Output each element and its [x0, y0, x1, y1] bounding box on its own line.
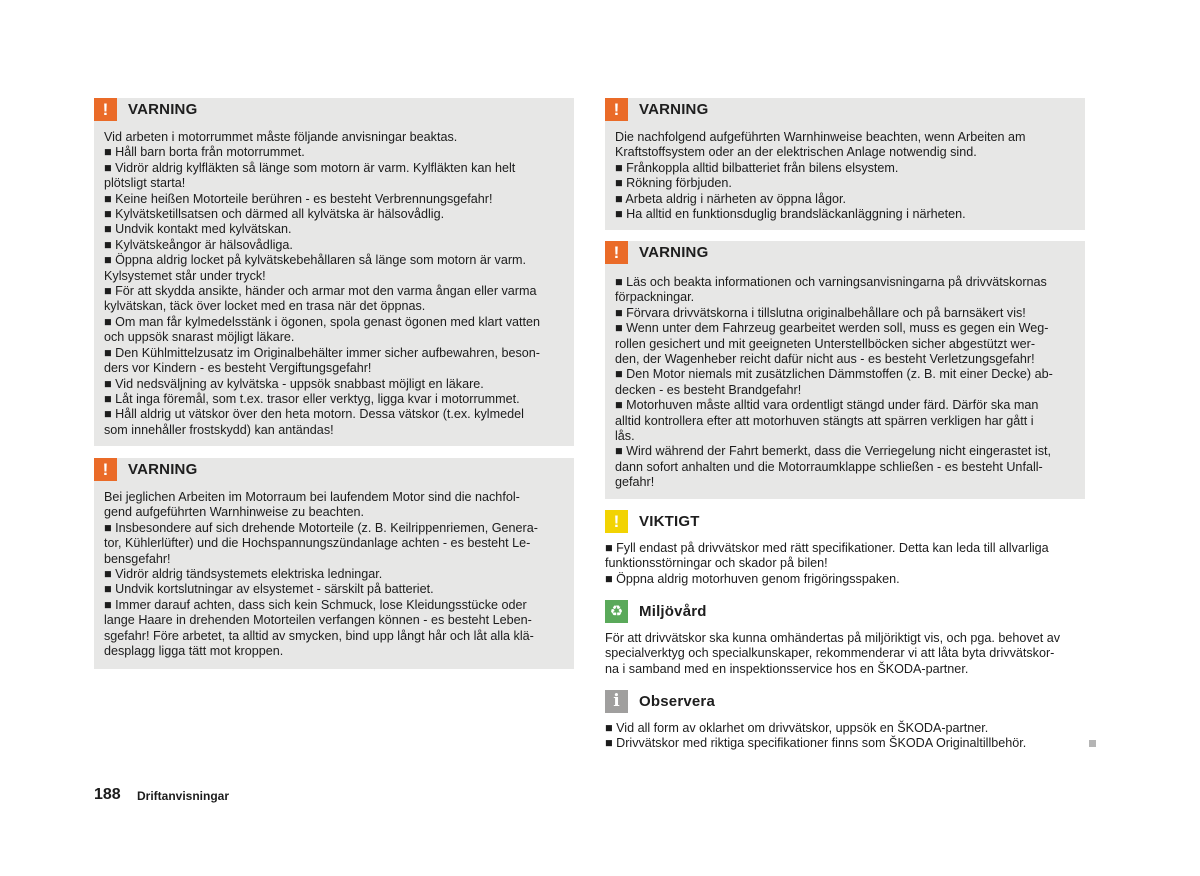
warning-line: rollen gesichert und mit geeigneten Unterstellböcken sicher abgestützt wer-: [615, 336, 1036, 351]
warning-line: som innehåller frostskydd) kan antändas!: [104, 422, 334, 437]
warning-line: ■ Arbeta aldrig i närheten av öppna lågor.: [615, 191, 846, 206]
warning-line: ■ Undvik kontakt med kylvätskan.: [104, 222, 292, 237]
important-line: funktionsstörningar och skador på bilen!: [605, 556, 828, 571]
warning-line: gefahr!: [615, 475, 655, 490]
warning-line: lange Haare in drehenden Motorteilen verfangen können - es besteht Leben-: [104, 613, 532, 628]
warning-line: ■ Motorhuven måste alltid vara ordentligt stängd under färd. Därför ska man: [615, 398, 1039, 413]
important-title: VIKTIGT: [639, 513, 700, 530]
warning-line: och uppsök snarast möjligt läkare.: [104, 330, 295, 345]
warning-line: ■ Ha alltid en funktionsduglig brandsläckanläggning i närheten.: [615, 207, 966, 222]
environment-line: För att drivvätskor ska kunna omhändertas på miljöriktigt vis, och pga. behovet av: [605, 631, 1060, 645]
warning-title: VARNING: [639, 244, 709, 261]
environment-body: [605, 631, 1085, 677]
warning-box-1: [94, 98, 574, 446]
warning-line: desplagg ligga tätt mot kroppen.: [104, 644, 284, 659]
note-body: [605, 721, 1085, 752]
warning-line: ■ Vidrör aldrig kylfläkten så länge som motorn är varm. Kylfläkten kan helt: [104, 160, 516, 175]
warning-line: sgefahr! Före arbetet, ta alltid av smycken, bind upp långt hår och låt alla klä-: [104, 628, 534, 643]
note-title: Observera: [639, 693, 716, 710]
warning-title: VARNING: [639, 101, 709, 118]
important-section: [605, 510, 1085, 587]
warning-line: decken - es besteht Brandgefahr!: [615, 382, 802, 397]
warning-box-2: [94, 458, 574, 669]
warning-body: [94, 484, 574, 665]
section-label: Driftanvisningar: [137, 789, 230, 803]
warning-box-3: [605, 98, 1085, 230]
warning-line: ■ Immer darauf achten, dass sich kein Schmuck, lose Kleidungsstücke oder: [104, 597, 527, 612]
warning-line: ■ Rökning förbjuden.: [615, 176, 732, 191]
warning-line: ■ Håll barn borta från motorrummet.: [104, 145, 305, 160]
warning-header: [94, 98, 574, 124]
info-icon: i: [605, 690, 628, 713]
page-number: 188: [94, 786, 121, 803]
warning-line: Kylsystemet står under tryck!: [104, 268, 266, 283]
warning-line: ■ Läs och beakta informationen och varningsanvisningarna på drivvätskornas: [615, 275, 1047, 289]
warning-line: ■ Kylvätsketillsatsen och därmed all kylvätska är hälsovådlig.: [104, 207, 445, 222]
warning-icon: !: [94, 458, 117, 481]
warning-line: ■ Låt inga föremål, som t.ex. trasor eller verktyg, ligga kvar i motorrummet.: [104, 391, 520, 406]
warning-line: ■ Insbesondere auf sich drehende Motorteile (z. B. Keilrippenriemen, Genera-: [104, 520, 538, 535]
warning-line: ders vor Kindern - es besteht Vergiftungsgefahr!: [104, 361, 372, 376]
warning-line: tor, Kühlerlüfter) und die Hochspannungszündanlage achten - es besteht Le-: [104, 536, 531, 551]
warning-line: ■ Undvik kortslutningar av elsystemet - särskilt på batteriet.: [104, 582, 434, 597]
warning-line: ■ För att skydda ansikte, händer och armar mot den varma ångan eller varma: [104, 284, 537, 299]
warning-line: lås.: [615, 429, 635, 444]
warning-line: alltid kontrollera efter att motorhuven stängts att spärren verkligen har gått i: [615, 413, 1034, 428]
warning-line: bensgefahr!: [104, 551, 171, 566]
warning-body: [94, 124, 574, 444]
warning-line: gend aufgeführten Warnhinweise zu beachten.: [104, 505, 364, 520]
important-header: [605, 510, 1085, 536]
warning-line: Bei jeglichen Arbeiten im Motorraum bei laufendem Motor sind die nachfol-: [104, 490, 520, 504]
note-section: [605, 690, 1085, 752]
warning-line: ■ Kylvätskeångor är hälsovådliga.: [104, 237, 293, 252]
important-line: ■ Öppna aldrig motorhuven genom frigöringsspaken.: [605, 571, 900, 586]
note-header: [605, 690, 1085, 716]
environment-title: Miljövård: [639, 603, 707, 620]
warning-header: [94, 458, 574, 484]
important-line: ■ Fyll endast på drivvätskor med rätt specifikationer. Detta kan leda till allvarliga: [605, 541, 1049, 555]
warning-line: ■ Den Motor niemals mit zusätzlichen Dämmstoffen (z. B. mit einer Decke) ab-: [615, 367, 1053, 382]
warning-icon: !: [94, 98, 117, 121]
warning-line: Vid arbeten i motorrummet måste följande anvisningar beaktas.: [104, 130, 458, 144]
warning-line: plötsligt starta!: [104, 176, 186, 191]
warning-header: [605, 241, 1085, 267]
warning-line: förpackningar.: [615, 290, 695, 305]
warning-icon: !: [605, 241, 628, 264]
warning-line: Die nachfolgend aufgeführten Warnhinweise beachten, wenn Arbeiten am: [615, 130, 1026, 144]
warning-title: VARNING: [128, 101, 198, 118]
warning-line: ■ Om man får kylmedelsstänk i ögonen, spola genast ögonen med klart vatten: [104, 314, 541, 329]
warning-line: kylvätskan, täck över locket med en trasa när det öppnas.: [104, 299, 426, 314]
important-body: [605, 541, 1085, 587]
environment-line: na i samband med en inspektionsservice hos en ŠKODA-partner.: [605, 661, 969, 676]
warning-line: den, der Wagenheber reicht dafür nicht aus - es besteht Verletzungsgefahr!: [615, 352, 1035, 367]
warning-title: VARNING: [128, 461, 198, 478]
note-line: ■ Drivvätskor med riktiga specifikationer finns som ŠKODA Originaltillbehör.: [605, 736, 1027, 751]
warning-line: ■ Wird während der Fahrt bemerkt, dass die Verriegelung nicht eingerastet ist,: [615, 444, 1052, 459]
note-line: ■ Vid all form av oklarhet om drivvätskor, uppsök en ŠKODA-partner.: [605, 721, 989, 735]
warning-line: ■ Öppna aldrig locket på kylvätskebehållaren så länge som motorn är varm.: [104, 253, 527, 268]
section-end-marker: [1089, 740, 1096, 747]
warning-header: [605, 98, 1085, 124]
warning-box-4: [605, 241, 1085, 499]
warning-line: ■ Vid nedsväljning av kylvätska - uppsök snabbast möjligt en läkare.: [104, 376, 484, 391]
recycle-icon: ♻: [605, 600, 628, 623]
warning-line: ■ Förvara drivvätskorna i tillslutna originalbehållare och på barnsäkert vis!: [615, 305, 1026, 320]
environment-header: [605, 600, 1085, 626]
environment-line: specialverktyg och specialkunskaper, rekommenderar vi att låta byta drivvätskor-: [605, 646, 1055, 661]
warning-line: Kraftstoffsystem oder an der elektrischen Anlage notwendig sind.: [615, 145, 977, 160]
environment-section: [605, 600, 1085, 677]
warning-line: ■ Frånkoppla alltid bilbatteriet från bilens elsystem.: [615, 160, 899, 175]
warning-line: ■ Den Kühlmittelzusatz im Originalbehälter immer sicher aufbewahren, beson-: [104, 345, 540, 360]
warning-line: ■ Keine heißen Motorteile berühren - es besteht Verbrennungsgefahr!: [104, 191, 493, 206]
warning-line: ■ Wenn unter dem Fahrzeug gearbeitet werden soll, muss es gegen ein Weg-: [615, 321, 1049, 336]
exclamation-icon: !: [605, 510, 628, 533]
warning-line: ■ Vidrör aldrig tändsystemets elektriska ledningar.: [104, 567, 383, 582]
warning-icon: !: [605, 98, 628, 121]
warning-body: [605, 267, 1085, 497]
warning-body: [605, 124, 1085, 228]
warning-line: dann sofort anhalten und die Motorraumklappe schließen - es besteht Unfall-: [615, 459, 1043, 474]
warning-line: ■ Håll aldrig ut vätskor över den heta motorn. Dessa vätskor (t.ex. kylmedel: [104, 407, 524, 422]
